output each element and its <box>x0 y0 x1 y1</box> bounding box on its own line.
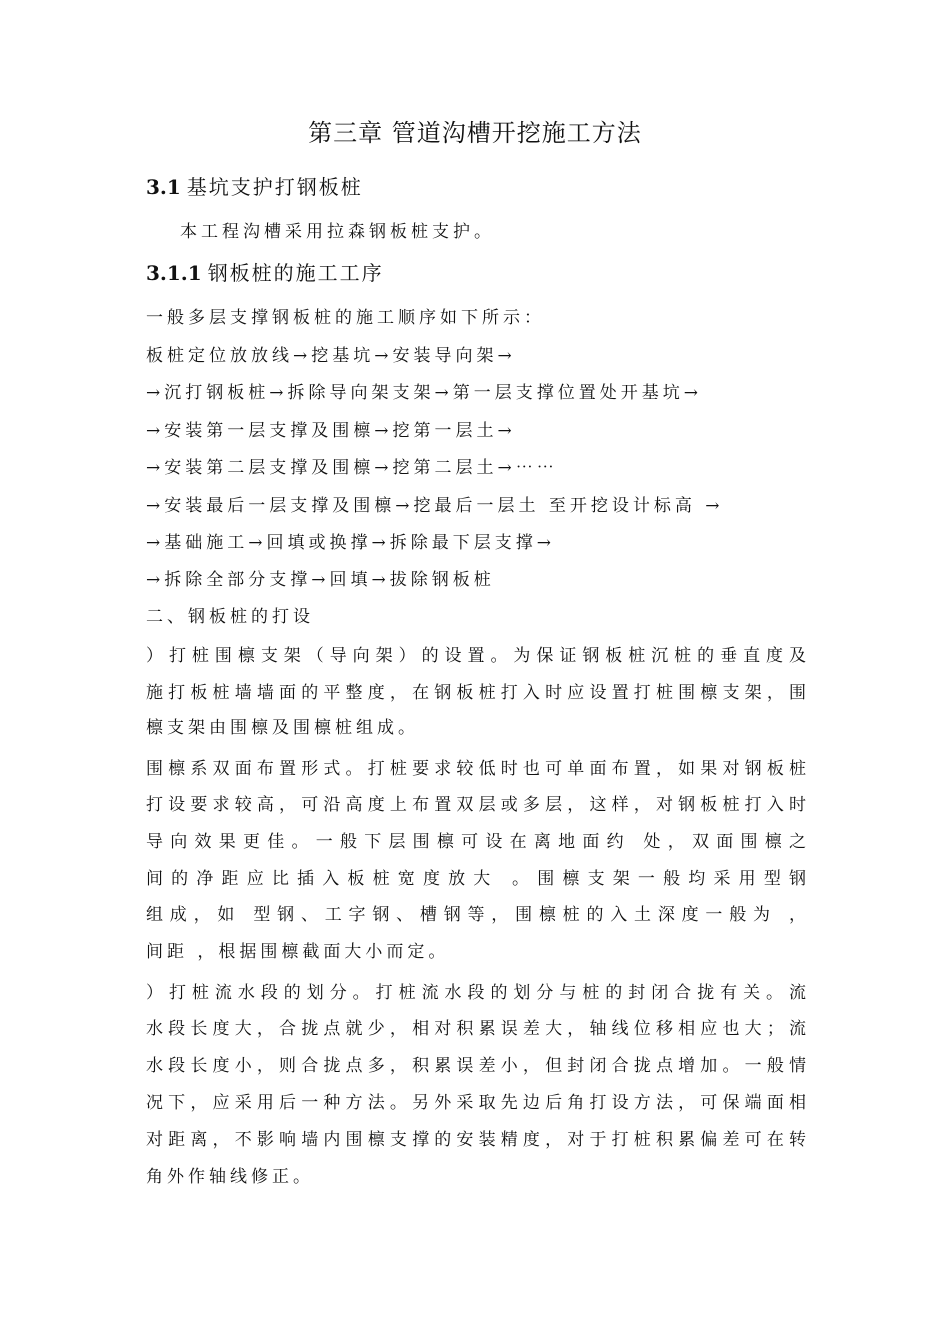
paragraph-line: 水段长度大，合拢点就少，相对积累误差大，轴线位移相应也大；流 <box>146 1019 806 1039</box>
paragraph-line: 间距 ，根据围檩截面大小而定。 <box>146 942 450 962</box>
sequence-line: →基础施工→回填或换撑→拆除最下层支撑→ <box>146 533 555 553</box>
paragraph-line: 况下，应采用后一种方法。另外采取先边后角打设方法，可保端面相 <box>146 1093 806 1113</box>
intro-paragraph: 本工程沟槽采用拉森钢板桩支护。 <box>180 222 495 242</box>
chapter-title: 第三章 管道沟槽开挖施工方法 <box>308 119 642 147</box>
paragraph-line: 导向效果更佳。一般下层围檩可设在离地面约 处，双面围檩之 <box>146 832 806 852</box>
section-heading-3-1 <box>146 172 363 202</box>
paragraph-line: 打设要求较高，可沿高度上布置双层或多层，这样，对钢板桩打入时 <box>146 795 806 815</box>
paragraph-line: 组成，如 型钢、工字钢、槽钢等，围檩桩的入土深度一般为 ， <box>146 905 806 925</box>
paragraph-line: ）打桩流水段的划分。打桩流水段的划分与桩的封闭合拢有关。流 <box>146 983 806 1003</box>
sequence-line: 板桩定位放放线→挖基坑→安装导向架→ <box>146 346 516 366</box>
section-title: 钢板桩的施工工序 <box>207 261 384 285</box>
subsection-heading: 二、钢板桩的打设 <box>146 607 314 627</box>
paragraph-line: 围檩系双面布置形式。打桩要求较低时也可单面布置，如果对钢板桩 <box>146 759 806 779</box>
sequence-line: →安装第一层支撑及围檩→挖第一层土→ <box>146 421 516 441</box>
paragraph-line: 檩支架由围檩及围檩桩组成。 <box>146 718 419 738</box>
sequence-line: →沉打钢板桩→拆除导向架支架→第一层支撑位置处开基坑→ <box>146 383 702 403</box>
paragraph-line: 施打板桩墙墙面的平整度，在钢板桩打入时应设置打桩围檩支架，围 <box>146 683 806 703</box>
paragraph-line: 角外作轴线修正。 <box>146 1167 314 1187</box>
paragraph-line: 对距离，不影响墙内围檩支撑的安装精度，对于打桩积累偏差可在转 <box>146 1130 806 1150</box>
sequence-line: 一般多层支撑钢板桩的施工顺序如下所示： <box>146 308 545 328</box>
sequence-line: →安装最后一层支撑及围檩→挖最后一层土 至开挖设计标高 → <box>146 496 724 516</box>
paragraph-line: 水段长度小，则合拢点多，积累误差小，但封闭合拢点增加。一般情 <box>146 1056 806 1076</box>
sequence-line: →拆除全部分支撑→回填→拔除钢板桩 <box>146 570 495 590</box>
sequence-line: →安装第二层支撑及围檩→挖第二层土→⋯⋯ <box>146 458 558 478</box>
paragraph-line: 间的净距应比插入板桩宽度放大 。围檩支架一般均采用型钢 <box>146 869 806 889</box>
section-heading-3-1-1 <box>146 258 384 288</box>
paragraph-line: ）打桩围檩支架（导向架）的设置。为保证钢板桩沉桩的垂直度及 <box>146 646 806 666</box>
section-title: 基坑支护打钢板桩 <box>186 175 363 199</box>
section-number: 3.1 <box>146 175 181 199</box>
section-number: 3.1.1 <box>146 261 202 285</box>
